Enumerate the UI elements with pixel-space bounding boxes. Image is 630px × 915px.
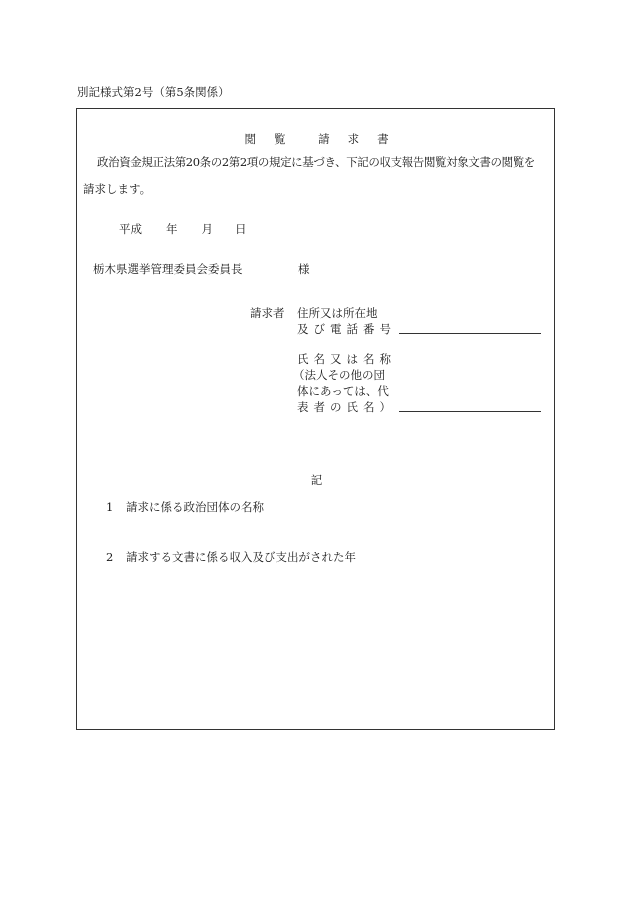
date-day: 日 [235, 222, 247, 236]
address-field-label-2: 及び電話番号 [297, 322, 396, 336]
honorific: 様 [298, 262, 310, 276]
addressee: 栃木県選挙管理委員会委員長 [93, 262, 243, 276]
title-char: 請 [318, 132, 330, 146]
name-field-label-1: 氏名又は名称 [297, 352, 396, 366]
form-box [76, 108, 555, 730]
title-char: 求 [347, 132, 360, 146]
title-char: 覧 [273, 132, 286, 146]
item-text: 請求する文書に係る収入及び支出がされた年 [126, 550, 356, 564]
item-number: 2 [106, 550, 114, 564]
title-char: 書 [377, 132, 389, 146]
title-char: 閲 [244, 132, 256, 146]
ki-heading: 記 [310, 473, 323, 487]
date-year: 年 [166, 222, 178, 236]
address-field-label-1: 住所又は所在地 [297, 306, 378, 320]
name-field-label-2: （法人その他の団 [293, 368, 385, 382]
body-text-line-1: 政治資金規正法第20条の2第2項の規定に基づき、下記の収支報告閲覧対象文書の閲覧を [97, 155, 535, 169]
name-field-label-3: 体にあっては、代 [297, 384, 389, 398]
date-line [119, 221, 247, 237]
name-underline[interactable] [399, 411, 541, 412]
item-text: 請求に係る政治団体の名称 [126, 500, 264, 514]
document-title [77, 131, 556, 147]
name-field-label-4: 表者の氏名） [297, 400, 396, 414]
requester-label: 請求者 [250, 306, 285, 320]
date-month: 月 [201, 222, 213, 236]
item-number: 1 [106, 500, 114, 514]
address-underline[interactable] [399, 333, 541, 334]
body-text-line-2: 請求します。 [83, 182, 152, 196]
item-1 [106, 499, 264, 515]
item-2 [106, 549, 356, 565]
form-number-label: 別記様式第2号（第5条関係） [77, 85, 230, 99]
date-era: 平成 [119, 222, 142, 236]
